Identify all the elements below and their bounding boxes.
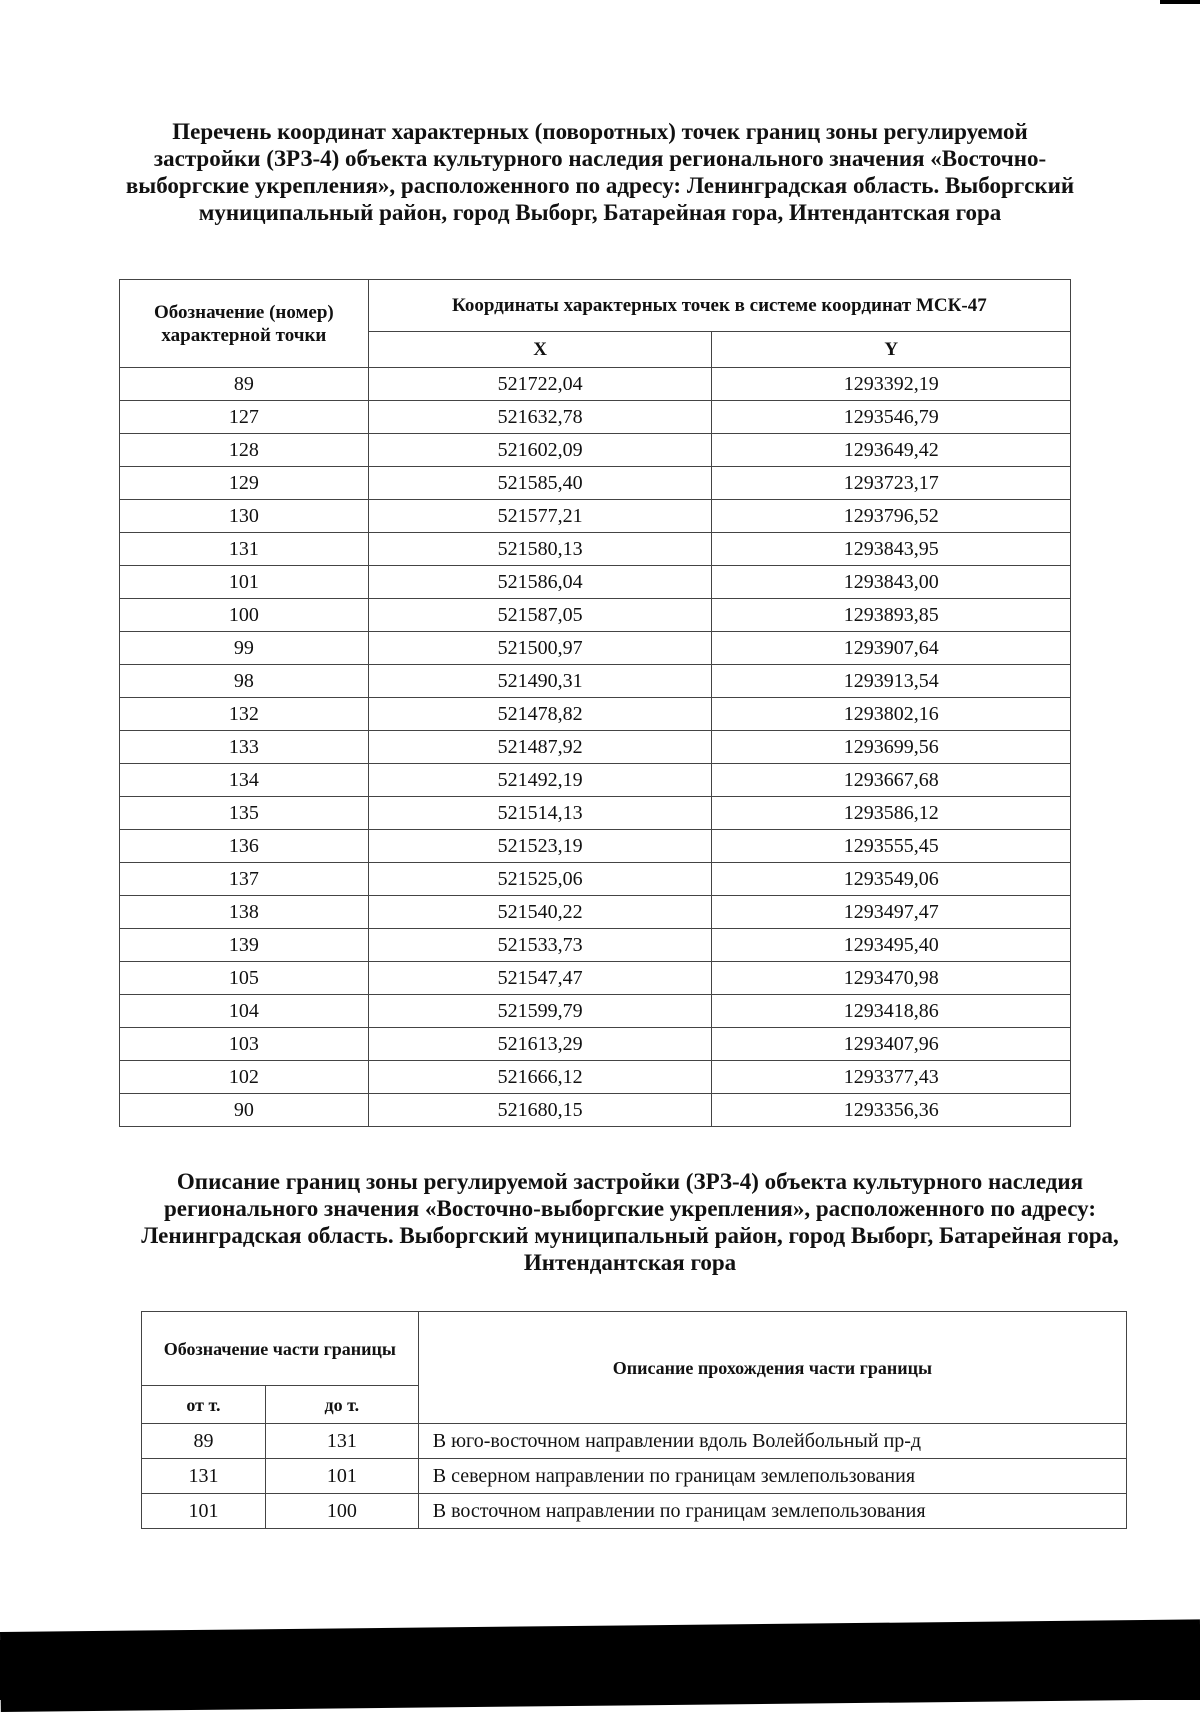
x-coordinate-cell: 521533,73 [368, 929, 712, 962]
x-coordinate-cell: 521585,40 [368, 467, 712, 500]
y-coordinate-cell: 1293495,40 [712, 929, 1071, 962]
table-row [120, 764, 1071, 797]
y-coordinate-cell: 1293649,42 [712, 434, 1071, 467]
point-number-cell: 98 [120, 665, 369, 698]
y-coordinate-cell: 1293407,96 [712, 1028, 1071, 1061]
description-cell: В восточном направлении по границам землепользования [418, 1494, 1126, 1529]
x-header: X [368, 332, 712, 368]
table-row [120, 434, 1071, 467]
coordinates-header: Координаты характерных точек в системе координат МСК-47 [368, 280, 1070, 332]
table-row [120, 1094, 1071, 1127]
table-row [142, 1459, 1127, 1494]
y-coordinate-cell: 1293546,79 [712, 401, 1071, 434]
boundary-part-header: Обозначение части границы [142, 1312, 419, 1386]
point-number-cell: 132 [120, 698, 369, 731]
to-point-cell: 131 [265, 1424, 418, 1459]
point-number-cell: 102 [120, 1061, 369, 1094]
boundary-description-title: Описание границ зоны регулируемой застройки (ЗРЗ-4) объекта культурного наследия регионального значения «Восточно-выборгские укрепления», расположенного по адресу: Ленинградская область. Выборгский муниципальный район, город Выборг, Батарейная гора, Интендантская гора [141, 1169, 1119, 1275]
y-coordinate-cell: 1293377,43 [712, 1061, 1071, 1094]
x-coordinate-cell: 521514,13 [368, 797, 712, 830]
point-number-cell: 131 [120, 533, 369, 566]
y-coordinate-cell: 1293586,12 [712, 797, 1071, 830]
y-coordinate-cell: 1293667,68 [712, 764, 1071, 797]
table-row [120, 797, 1071, 830]
from-point-cell: 131 [142, 1459, 266, 1494]
from-point-cell: 89 [142, 1424, 266, 1459]
x-coordinate-cell: 521523,19 [368, 830, 712, 863]
y-coordinate-cell: 1293843,00 [712, 566, 1071, 599]
point-number-header: Обозначение (номер) характерной точки [120, 280, 369, 368]
from-point-cell: 101 [142, 1494, 266, 1529]
point-number-cell: 100 [120, 599, 369, 632]
table-row [120, 1061, 1071, 1094]
table-row [120, 698, 1071, 731]
point-number-cell: 137 [120, 863, 369, 896]
table-row [120, 896, 1071, 929]
point-number-cell: 134 [120, 764, 369, 797]
x-coordinate-cell: 521586,04 [368, 566, 712, 599]
point-number-cell: 139 [120, 929, 369, 962]
x-coordinate-cell: 521680,15 [368, 1094, 712, 1127]
point-number-cell: 133 [120, 731, 369, 764]
table-row [142, 1424, 1127, 1459]
from-point-header: от т. [142, 1386, 266, 1424]
table-row [120, 995, 1071, 1028]
table-row [120, 467, 1071, 500]
to-point-cell: 101 [265, 1459, 418, 1494]
y-coordinate-cell: 1293796,52 [712, 500, 1071, 533]
table-row [120, 830, 1071, 863]
table-row [120, 566, 1071, 599]
x-coordinate-cell: 521540,22 [368, 896, 712, 929]
x-coordinate-cell: 521487,92 [368, 731, 712, 764]
y-coordinate-cell: 1293699,56 [712, 731, 1071, 764]
scan-artifact [1160, 0, 1200, 4]
coordinates-list-title: Перечень координат характерных (поворотных) точек границ зоны регулируемой застройки (ЗРЗ-4) объекта культурного наследия регионального значения «Восточно-выборгские укрепления», расположенного по адресу: Ленинградская область. Выборгский муниципальный район, город Выборг, Батарейная гора, Интендантская гора [125, 119, 1075, 225]
table-row [142, 1494, 1127, 1529]
x-coordinate-cell: 521666,12 [368, 1061, 712, 1094]
point-number-cell: 104 [120, 995, 369, 1028]
y-coordinate-cell: 1293470,98 [712, 962, 1071, 995]
point-number-cell: 135 [120, 797, 369, 830]
point-number-cell: 129 [120, 467, 369, 500]
x-coordinate-cell: 521492,19 [368, 764, 712, 797]
table-row [120, 533, 1071, 566]
x-coordinate-cell: 521587,05 [368, 599, 712, 632]
x-coordinate-cell: 521490,31 [368, 665, 712, 698]
point-number-cell: 99 [120, 632, 369, 665]
x-coordinate-cell: 521599,79 [368, 995, 712, 1028]
y-coordinate-cell: 1293907,64 [712, 632, 1071, 665]
table-row [120, 962, 1071, 995]
y-coordinate-cell: 1293356,36 [712, 1094, 1071, 1127]
y-coordinate-cell: 1293843,95 [712, 533, 1071, 566]
point-number-cell: 103 [120, 1028, 369, 1061]
x-coordinate-cell: 521632,78 [368, 401, 712, 434]
x-coordinate-cell: 521500,97 [368, 632, 712, 665]
point-number-cell: 90 [120, 1094, 369, 1127]
x-coordinate-cell: 521613,29 [368, 1028, 712, 1061]
y-coordinate-cell: 1293723,17 [712, 467, 1071, 500]
table-row [120, 401, 1071, 434]
x-coordinate-cell: 521525,06 [368, 863, 712, 896]
x-coordinate-cell: 521577,21 [368, 500, 712, 533]
description-cell: В северном направлении по границам землепользования [418, 1459, 1126, 1494]
point-number-cell: 127 [120, 401, 369, 434]
y-coordinate-cell: 1293802,16 [712, 698, 1071, 731]
point-number-cell: 138 [120, 896, 369, 929]
table-row [120, 368, 1071, 401]
to-point-header: до т. [265, 1386, 418, 1424]
scan-border-bottom [0, 1640, 1200, 1700]
x-coordinate-cell: 521602,09 [368, 434, 712, 467]
coordinates-table [119, 279, 1071, 1127]
to-point-cell: 100 [265, 1494, 418, 1529]
point-number-cell: 130 [120, 500, 369, 533]
y-coordinate-cell: 1293555,45 [712, 830, 1071, 863]
point-number-cell: 136 [120, 830, 369, 863]
point-number-cell: 128 [120, 434, 369, 467]
table-row [120, 500, 1071, 533]
y-coordinate-cell: 1293497,47 [712, 896, 1071, 929]
table-row [120, 929, 1071, 962]
table-row [120, 1028, 1071, 1061]
y-coordinate-cell: 1293392,19 [712, 368, 1071, 401]
description-header: Описание прохождения части границы [418, 1312, 1126, 1424]
point-number-cell: 105 [120, 962, 369, 995]
table-row [120, 632, 1071, 665]
y-coordinate-cell: 1293893,85 [712, 599, 1071, 632]
description-cell: В юго-восточном направлении вдоль Волейбольный пр-д [418, 1424, 1126, 1459]
y-coordinate-cell: 1293913,54 [712, 665, 1071, 698]
point-number-cell: 101 [120, 566, 369, 599]
x-coordinate-cell: 521547,47 [368, 962, 712, 995]
point-number-cell: 89 [120, 368, 369, 401]
boundary-description-table [141, 1311, 1127, 1529]
x-coordinate-cell: 521580,13 [368, 533, 712, 566]
table-row [120, 665, 1071, 698]
table-row [120, 599, 1071, 632]
y-coordinate-cell: 1293549,06 [712, 863, 1071, 896]
y-header: Y [712, 332, 1071, 368]
y-coordinate-cell: 1293418,86 [712, 995, 1071, 1028]
table-row [120, 731, 1071, 764]
x-coordinate-cell: 521478,82 [368, 698, 712, 731]
table-row [120, 863, 1071, 896]
x-coordinate-cell: 521722,04 [368, 368, 712, 401]
